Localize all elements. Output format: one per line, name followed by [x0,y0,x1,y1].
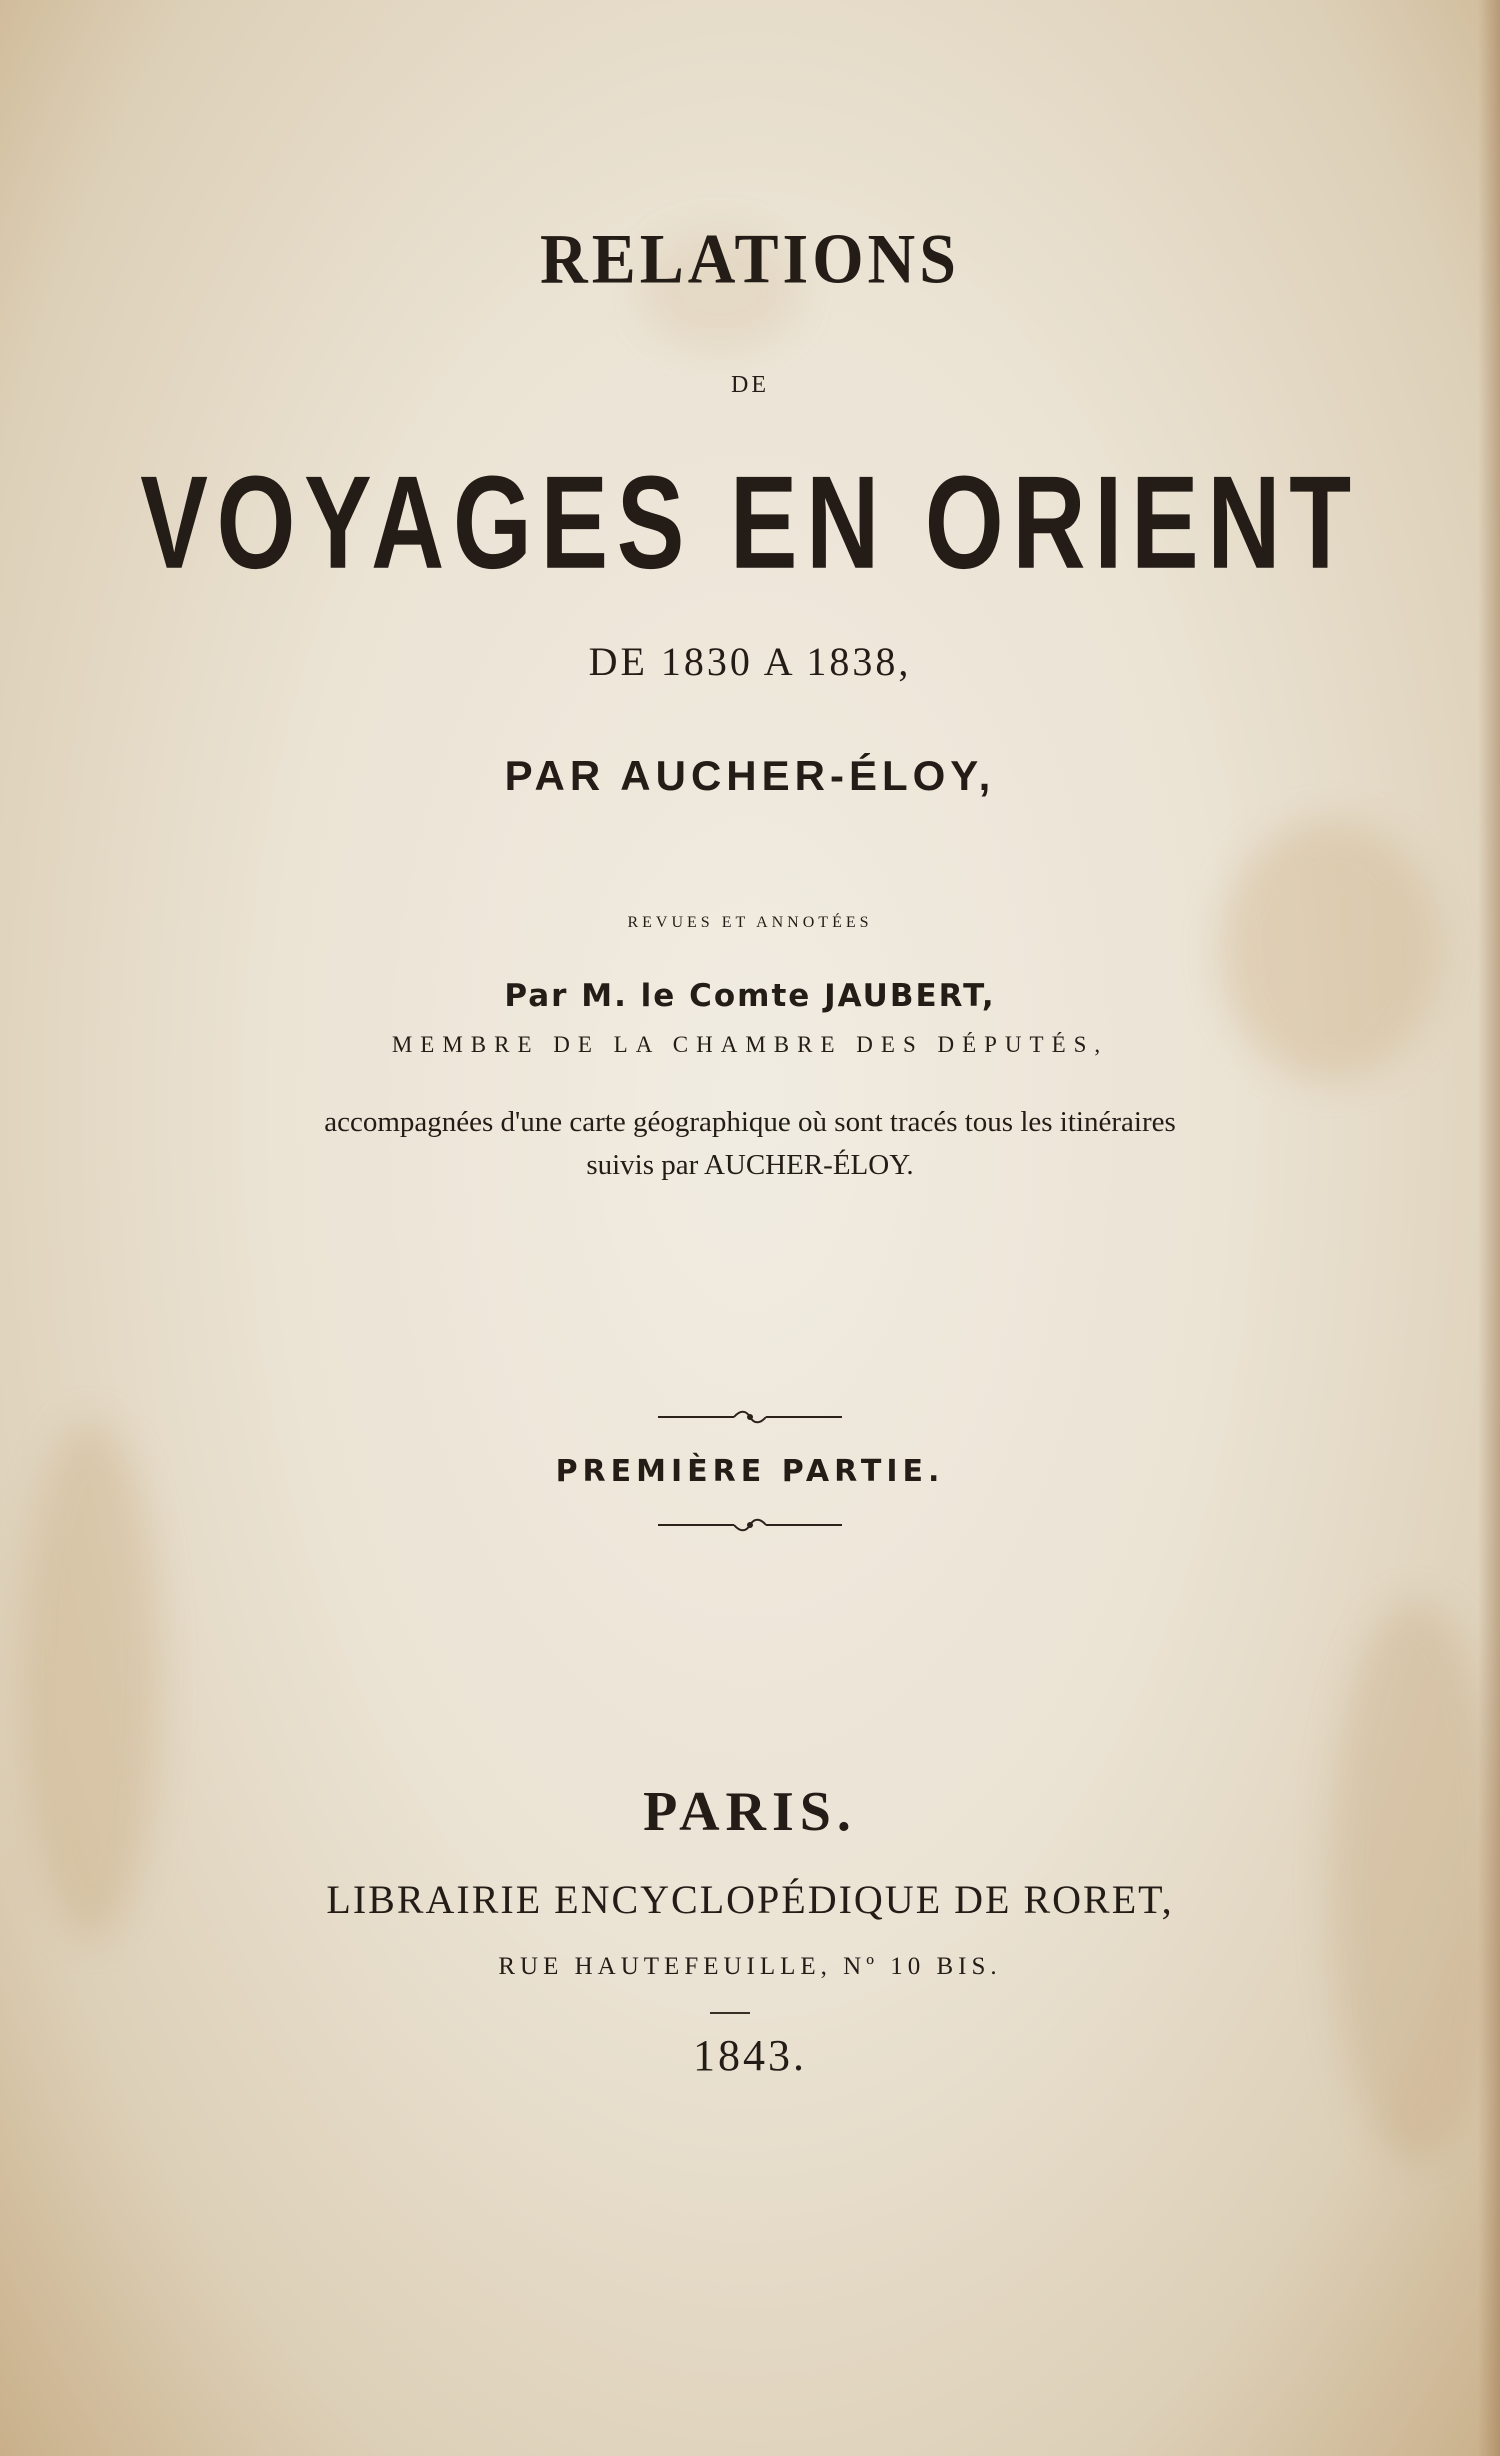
revues-line: REVUES ET ANNOTÉES [627,914,873,931]
imprint-city: PARIS. [643,1781,857,1843]
annotator-role: MEMBRE DE LA CHAMBRE DES DÉPUTÉS, [391,1032,1109,1057]
annotator-line: Par M. le Comte JAUBERT, [504,978,996,1014]
imprint-year: 1843. [693,2031,807,2080]
imprint-publisher: LIBRAIRIE ENCYCLOPÉDIQUE DE RORET, [326,1877,1174,1922]
ornament-rule-top [0,1408,1500,1431]
ornament-rule-bottom [0,1516,1500,1539]
main-title: VOYAGES EN ORIENT [140,449,1360,597]
heading-de: DE [731,372,769,398]
part-label: PREMIÈRE PARTIE. [555,1454,945,1489]
date-range: DE 1830 A 1838, [588,639,912,684]
description-line-1: accompagnées d'une carte géographique où sont tracés tous les itinéraires [324,1106,1176,1138]
foxing-stain [20,1420,160,1940]
imprint-address: RUE HAUTEFEUILLE, Nº 10 BIS. [498,1953,1002,1980]
author-line: PAR AUCHER-ÉLOY, [504,752,996,799]
short-rule [710,2012,750,2014]
page-edge-shadow [1478,0,1500,2456]
heading-relations: RELATIONS [540,220,960,299]
description-line-2: suivis par AUCHER-ÉLOY. [586,1149,914,1181]
